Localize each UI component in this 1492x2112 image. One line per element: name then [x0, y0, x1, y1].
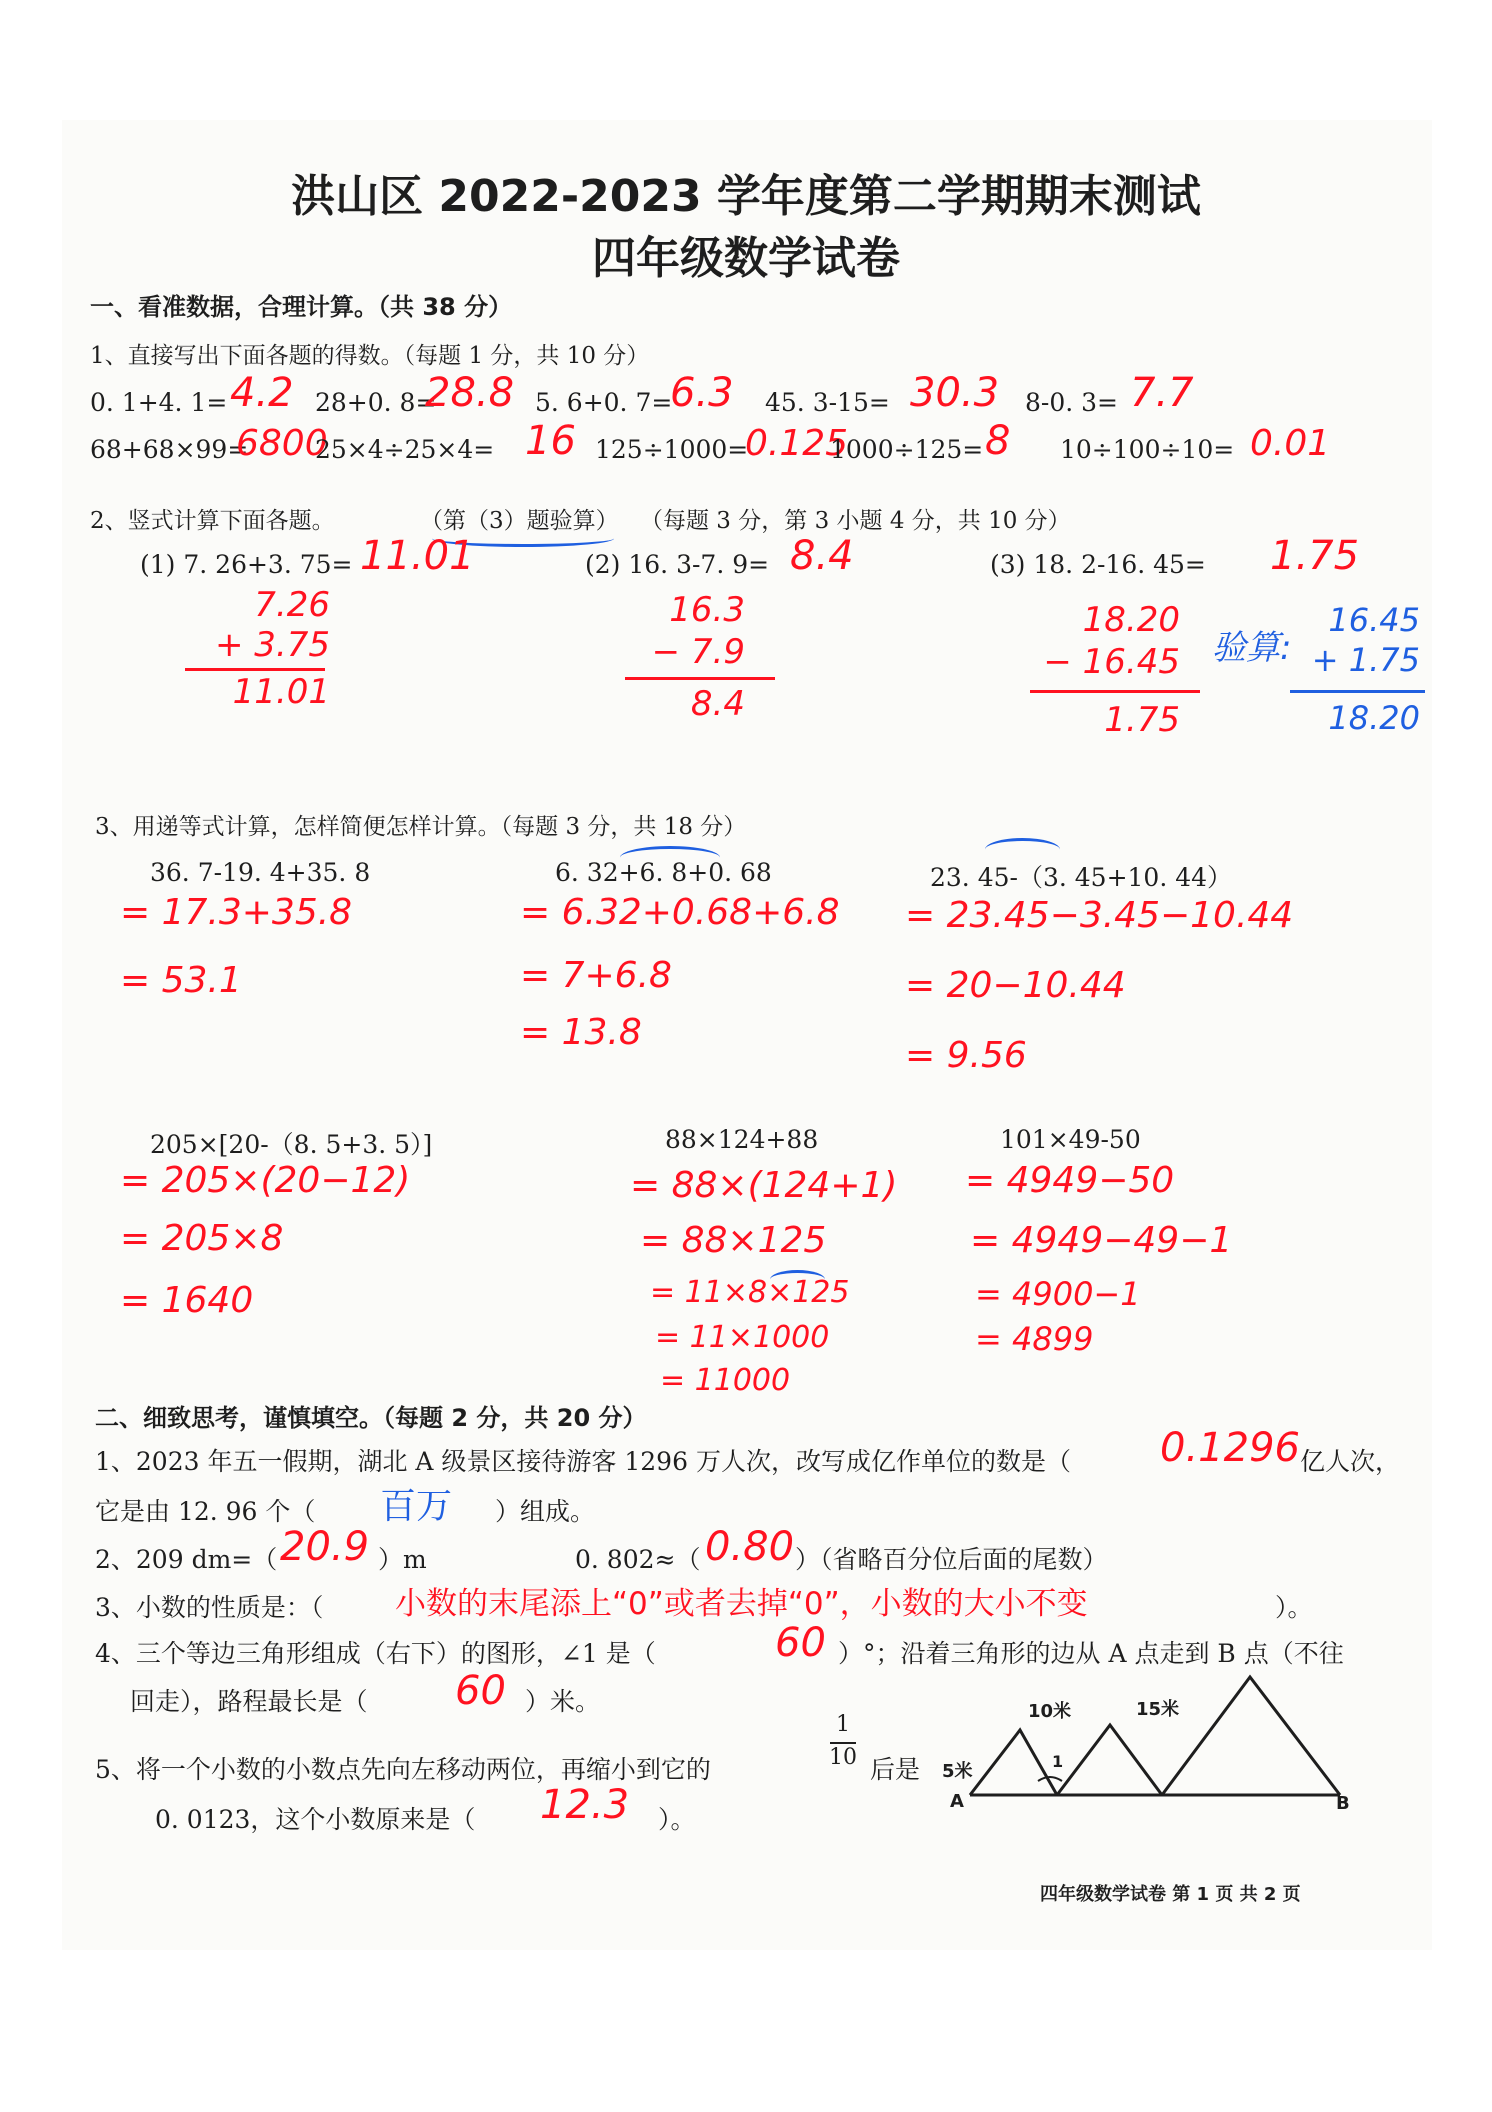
q2-heading-score: （每题 3 分，第 3 小题 4 分，共 10 分）	[640, 508, 1071, 534]
q3-step: = 4949−50	[965, 1160, 1175, 1201]
p2q2-answer: 20.9	[280, 1524, 370, 1570]
q1-answer: 7.7	[1130, 370, 1194, 416]
q2-expr: (2) 16. 3-7. 9=	[585, 550, 770, 579]
figure-label-10: 10米	[1028, 1701, 1072, 1722]
q2-heading: 2、竖式计算下面各题。	[90, 508, 335, 534]
p2q1-text: 1、2023 年五一假期，湖北 A 级景区接待游客 1296 万人次，改写成亿作单位的数是（	[95, 1447, 1071, 1476]
q1-answer: 4.2	[230, 370, 294, 416]
p2q5-text: 0. 0123，这个小数原来是（	[155, 1805, 476, 1834]
p2q5-answer: 12.3	[540, 1782, 630, 1828]
q3-step: = 13.8	[520, 1012, 642, 1053]
q1-expr: 28+0. 8=	[315, 388, 437, 417]
q1-answer: 30.3	[910, 370, 1000, 416]
q3-expr: 23. 45-（3. 45+10. 44）	[930, 863, 1233, 892]
vertical-result: 8.4	[690, 684, 745, 724]
q1-expr: 1000÷125=	[830, 435, 984, 464]
grouping-arc	[985, 838, 1060, 861]
q1-expr: 5. 6+0. 7=	[535, 388, 673, 417]
fraction-bar	[830, 1742, 856, 1744]
vertical-top: 16.3	[669, 590, 745, 630]
p2q1-answer-unit: 百万	[380, 1486, 453, 1527]
q1-answer: 28.8	[425, 370, 515, 416]
vertical-result: 11.01	[232, 672, 330, 712]
p2q2-text: ）（省略百分位后面的尾数）	[795, 1545, 1108, 1574]
p2q4-answer: 60	[775, 1620, 826, 1666]
check-label: 验算:	[1212, 628, 1292, 668]
q3-expr: 205×[20-（8. 5+3. 5）]	[150, 1130, 433, 1159]
q3-heading: 3、用递等式计算，怎样简便怎样计算。（每题 3 分，共 18 分）	[95, 814, 747, 840]
q1-answer: 6800	[236, 423, 328, 464]
q1-expr: 68+68×99=	[90, 435, 249, 464]
q3-step: = 23.45−3.45−10.44	[905, 895, 1294, 936]
q2-expr: (3) 18. 2-16. 45=	[990, 550, 1206, 579]
vertical-bottom: − 7.9	[651, 632, 745, 672]
q3-step: = 11000	[660, 1363, 791, 1398]
q3-step: = 7+6.8	[520, 955, 672, 996]
part2-heading: 二、细致思考，谨慎填空。（每题 2 分，共 20 分）	[95, 1404, 647, 1432]
q2-heading-note: （第（3）题验算）	[420, 508, 619, 534]
p2q4-text: 4、三个等边三角形组成（右下）的图形，∠1 是（	[95, 1639, 656, 1668]
figure-label-a: A	[950, 1791, 964, 1810]
p2q2-text: 0. 802≈（	[575, 1545, 701, 1574]
q3-expr: 101×49-50	[1000, 1125, 1141, 1154]
check-top: 16.45	[1328, 601, 1420, 639]
q1-expr: 10÷100÷10=	[1060, 435, 1235, 464]
q3-step: = 17.3+35.8	[120, 892, 353, 933]
q3-step: = 4900−1	[975, 1275, 1141, 1313]
q3-expr: 88×124+88	[665, 1125, 819, 1154]
fraction-numerator: 1	[836, 1712, 850, 1737]
p2q1-text: 亿人次，	[1300, 1447, 1401, 1476]
p2q1-text: 它是由 12. 96 个（	[95, 1497, 316, 1526]
exam-title: 洪山区 2022-2023 学年度第二学期期末测试	[291, 171, 1201, 222]
q3-step: = 4949−49−1	[970, 1220, 1233, 1261]
check-bottom: + 1.75	[1311, 641, 1420, 679]
p2q3-text: ）。	[1275, 1593, 1313, 1622]
q3-step: = 6.32+0.68+6.8	[520, 892, 840, 933]
vertical-bottom: + 3.75	[215, 625, 330, 665]
p2q3-text: 3、小数的性质是：（	[95, 1593, 324, 1622]
q1-expr: 8-0. 3=	[1025, 388, 1119, 417]
figure-label-angle: 1	[1052, 1752, 1064, 1771]
q1-heading: 1、直接写出下面各题的得数。（每题 1 分，共 10 分）	[90, 343, 650, 369]
p2q4-text: ）°；沿着三角形的边从 A 点走到 B 点（不往	[838, 1639, 1344, 1668]
grouping-arc	[620, 846, 720, 869]
figure-label-b: B	[1336, 1793, 1350, 1810]
q2-answer: 8.4	[790, 533, 854, 579]
vertical-line	[1030, 690, 1200, 693]
figure-label-15: 15米	[1136, 1699, 1180, 1720]
q3-step: = 205×(20−12)	[120, 1160, 411, 1201]
vertical-top: 18.20	[1082, 600, 1180, 640]
p2q4-text: 回走），路程最长是（	[130, 1687, 368, 1716]
q1-answer: 0.125	[745, 423, 849, 464]
fraction-denominator: 10	[829, 1745, 857, 1770]
q1-answer: 16	[525, 418, 576, 464]
part1-heading: 一、看准数据，合理计算。（共 38 分）	[90, 293, 513, 321]
q1-expr: 0. 1+4. 1=	[90, 388, 228, 417]
q3-expr: 36. 7-19. 4+35. 8	[150, 858, 371, 887]
q2-expr: (1) 7. 26+3. 75=	[140, 550, 353, 579]
p2q2-text: 2、209 dm=（	[95, 1545, 278, 1574]
p2q2-text: ）m	[378, 1545, 427, 1574]
q3-step: = 88×(124+1)	[630, 1165, 898, 1206]
q3-step: = 88×125	[640, 1220, 827, 1261]
q3-expr: 6. 32+6. 8+0. 68	[555, 858, 772, 887]
p2q4-answer: 60	[455, 1668, 506, 1714]
q3-step: = 53.1	[120, 960, 242, 1001]
q3-step: = 1640	[120, 1280, 254, 1321]
p2q5-text: 后是	[870, 1755, 921, 1784]
q2-answer: 1.75	[1270, 533, 1360, 579]
vertical-bottom: − 16.45	[1043, 642, 1180, 682]
q3-step: = 11×8×125	[650, 1275, 850, 1310]
q1-answer: 6.3	[670, 370, 734, 416]
vertical-result: 1.75	[1104, 700, 1180, 740]
q3-step: = 205×8	[120, 1218, 284, 1259]
vertical-top: 7.26	[254, 585, 330, 625]
q1-answer: 0.01	[1250, 423, 1331, 464]
p2q5-text: ）。	[658, 1805, 696, 1834]
p2q1-text: ）组成。	[495, 1497, 596, 1526]
q1-expr: 125÷1000=	[595, 435, 749, 464]
p2q3-answer: 小数的末尾添上“0”或者去掉“0”，小数的大小不变	[395, 1586, 1088, 1622]
q3-step: = 9.56	[905, 1035, 1027, 1076]
vertical-line	[625, 677, 775, 680]
check-line	[1290, 690, 1425, 693]
q1-answer: 8	[985, 418, 1011, 464]
vertical-line	[185, 668, 325, 671]
q3-step: = 4899	[975, 1320, 1094, 1358]
q3-step: = 11×1000	[655, 1320, 830, 1355]
p2q4-text: ）米。	[525, 1687, 601, 1716]
q2-answer: 11.01	[360, 533, 475, 579]
q1-expr: 25×4÷25×4=	[315, 435, 495, 464]
p2q5-text: 5、将一个小数的小数点先向左移动两位，再缩小到它的	[95, 1755, 711, 1784]
p2q2-answer: 0.80	[705, 1524, 795, 1570]
exam-subtitle: 四年级数学试卷	[592, 233, 900, 284]
figure-label-5: 5米	[942, 1761, 973, 1782]
p2q1-answer: 0.1296	[1160, 1425, 1300, 1471]
page-footer: 四年级数学试卷 第 1 页 共 2 页	[1040, 1884, 1301, 1905]
check-result: 18.20	[1328, 699, 1420, 737]
q1-expr: 45. 3-15=	[765, 388, 890, 417]
triangle-figure	[940, 1665, 1360, 1810]
q3-step: = 20−10.44	[905, 965, 1126, 1006]
